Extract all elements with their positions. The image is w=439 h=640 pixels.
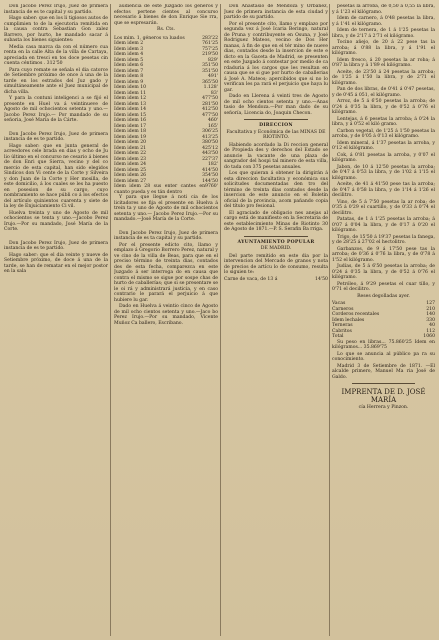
section-heading: DIRECCION [259,123,293,128]
column-rule [110,4,111,636]
list-item-value: 491' [207,74,218,79]
list-item-label: Idem idem 21 [114,145,147,151]
list-item-value: 112 [426,328,435,334]
list-item-value: 412'50 [202,107,218,112]
list-item-value: 40 [429,323,435,328]
list-item-value: 413'25 [202,134,218,140]
list-item-label: Idem idem 17 [114,123,147,129]
list-item-label: Idem idem 11 [114,90,147,96]
list-item-label: Idem idem 2 [114,41,144,46]
paragraph: Por el presente edicto cito, llamo y emplazo á Gregorio Borrero Perez, natural y ve cino de la villa de Beas, para que en el preciso término de treinta dias, contados des de esta fecha, comparezca en este Juzgado á ser interroga do en causa que contra el mismo se sigue por sospe chas de hurto de caballerías; que si se presentare se le oi rá y administrará justicia, y en caso contrario le parará el perjuicio á que hubiere lu gar. [114,242,218,303]
list-item-value: 425'12 [202,145,218,151]
list-item-value: 351'50 [202,68,218,74]
paragraph: Los que quieran á obtener la dirigirán á esta direccion facultativa y económica sus solicitudes documentadas den tro del término de treinta dias contados desde la insercion de este anuncio en el Boletín oficial de la provincia, acom pañando copia del título pro fesional. [224,171,328,209]
section-divider [244,236,308,237]
column-2 [114,4,218,636]
list-item-value: 9760' [205,184,218,189]
paragraph: Huelva treinta y uno de Agosto de mil ochocientos se tenta y uno.—Jacobo Perez Irujo.—Por su mandado, José María de la Corte. [4,210,108,232]
list-item-label: Idem idem 24 [114,162,147,167]
list-item-value: 144'50 [202,178,218,184]
paragraph: pesetas la arroba, de 0,50 á 0,55 la libra, y á 1'23 el kilógramo. [332,4,435,15]
paragraph: Arroz, de 5 á 6'50 pesetas la arroba; de 0'24 á 0'35 la libra, y de 0'52 á 0'76 el kilógramo. [332,99,435,115]
list-item-value: 1.128' [203,85,218,90]
list-item-value: 210 [426,306,435,312]
list-item-label: Idem idem 13 [114,101,147,107]
paragraph: Don Jacobo Perez Irujo, Juez de primera instancia de es ta capital y su partido. [114,230,218,241]
list-item-label: Idem idem 18 [114,129,147,134]
list-item [224,277,328,283]
list-item-label: Idem idem 16 [114,118,147,123]
list-item-value: 477'50 [202,96,218,101]
list-item-label: Idem idem 10 [114,85,147,90]
list-item-value: 354'50 [202,173,218,178]
list-item-value: 165' [207,123,218,129]
paragraph: Pan de dos libras, de 0'41 á 0'47 pesetas, y de 0'45 á 051, el kilógramo. [332,87,435,98]
list-item-label: Idem idem 4 [114,52,144,57]
paragraph: Aceite, de 23'50 á 24 pesetas la arroba; de 1'25 á 1'50 la libra, y de 2'71 el kilógramo. [332,69,435,86]
list-item-label: Total [332,334,344,339]
spacer [4,125,108,132]
list-item-label: Idem idem 27 [114,178,147,184]
paragraph: Para cuyo remate se señala el dia catorce de Setiembre próximo de once á una de la tarde en los estrados del Juz gado y simultáneamente ante el Juez municipal de dicha villa. [4,67,108,95]
list-item-label: Idem idem 6 [114,63,144,68]
paragraph: Jabon, de 10 á 12'50 pesetas la arroba; de 0'47 á 0'53 la libra, y de 1'02 á 1'15 el kilógramo. [332,164,435,181]
list-item-label: Idem idem 26 [114,173,147,178]
paragraph: Don Jacobo Perez Irujo, Juez de primera instancia de es te partido. [4,131,108,142]
list-item-value: 829' [207,57,218,63]
list-item-label: Idem idem 28 sus enter cantes en cuanto pueda y es tán dentro [114,184,206,195]
list-item-label: Idem idem 22 [114,151,147,156]
paragraph: Don Anastasio de Mendoza y Orbañez, Juez de primera instancia de esta ciudad y partido de su partido. [224,4,328,20]
spacer [114,224,218,231]
list-item-value: 140 [426,312,435,317]
list-item-label: Idem idem 5 [114,57,144,63]
section-divider [352,383,415,384]
list-item-value: 283'22 [202,35,218,41]
paragraph: Idem de carnero, á 0'48 pesetas la libra, y á 1'41 el kilógramo. [332,16,435,27]
paragraph: Dado en Llerena á veinti tres de Agosto de mil ocho cientos setenta y uno.—Anas tasio de Mendoza.—Por man dado de su señoría, Licencia do, Joaquin Checon. [224,94,328,116]
list-item [114,184,218,195]
list-item-label: Carneros [332,306,354,312]
list-item-label: Idem idem 20 [114,140,147,145]
list-item-value: 281'50 [202,101,218,107]
paragraph: Idem mineral, á 1'37 pesetas la arroba, y 0'12 el kilógramo. [332,140,435,151]
paragraph: Media casa marca da con el número cua renta en la calle Alta de la villa de Cartaya, apreciada en tresci en tos doce pesetas cin cuenta céntimos . 312'50 [4,44,108,66]
paragraph: Madrid 3 de Setiembre de 1871. —El alcalde primero, Manuel Ma ria José de Galdo. [332,363,435,380]
list-item-value: 182' [207,162,218,167]
paragraph: Lentejas, á 6 pesetas la arroba; á 0'24 la libra, y á 0'52 el kiló gramo. [332,116,435,127]
list-item-value: 14'50 [315,276,328,282]
list-item-label: Idem idem 23 [114,156,147,162]
list-item-label: Idem idem 12 [114,96,147,101]
paragraph: Su peso en libras... 75.860'25 Idem en kilógramos... 35.869'75 [332,339,435,350]
list-item-value: 227'37 [202,156,218,162]
paragraph: Lo que se anuncia al público pa ra su conocimiento. [332,351,435,362]
list-item-value: 351'50 [202,63,218,68]
list-item-label: Vacas [332,301,346,306]
paragraph: Y para la contuni inteligenci a se fijó el presente en Huel va á veintinueve de Agosto de mil ochocientos setenta y uno.—Jacobo Perez Irujo.— Por mandado de su señoria, José María de la Cárte. [4,96,108,123]
list-item-value: 380'50 [202,140,218,145]
paragraph: Hago saber: que en los li tigiosos autos de cumplimien to de la ejecutoria remitida en la causa contra Sebastian Gon zalez Barrero, por hurto, he mandado sacar á subasta los bienes siguientes: [4,16,108,43]
column-rule [220,4,221,636]
paragraph: Judías, de 5 á 6'50 pesetas la arroba; de 0'24 á 0'35 la libra, y de 0'52 á 0'76 el kilógramo. [332,264,435,280]
list-item-label: Terneras [332,323,353,328]
paragraph: El agraciado de obligacio nes anejas al cargo está de manifiesto en la Secretaria de este establecimiento Minas de Riotinto 30 de Agosto de 1871.—P. S. Serafin Ba rriga. [224,210,328,232]
spacer [4,234,108,241]
column-rule [329,4,330,636]
paragraph: Dado en Huelva á veintio cinco de Agosto de mil ocho cientos setenta y uno.—Jaco bo Perez Irujo.—Por su mandado, Vicente Muñoz Ca ballero, Escribano. [114,304,218,326]
section-subheading: DE MADRID. [260,246,292,251]
list-item-value: 1060 [423,334,435,339]
list-item-value: 330 [426,317,435,323]
list-item-value: 757'25 [202,46,218,52]
list-item-label: Corderos recentales [332,312,380,317]
list-item-label: Idem idem 9 [114,79,144,85]
list-item-value: 761'25 [202,41,218,46]
paragraph: Idem fresco, á 20 pesetas la ar roba; á 0'87 la libra y á 1'89 el kilógramo. [332,57,435,68]
list-item-value: 365'50 [202,79,218,85]
paragraph: Don Jacobo Perez Irujo, Juez de primera instancia de es te capital y su partido. [4,4,108,15]
paragraph: Trigo, de 15'50 á 19'37 pesetas la fanega, y de 28'25 á 27'02 el hectolitro. [332,234,435,245]
list-item-label: Los mim. 1, géneros va luados [114,35,185,41]
paragraph: Por el presente cito, llamo y emplazo por segunda vez á José Icaria Beringo, natural de Pruna y contribuyente en Osuna, y José Rodriguez Mateos, vecino de Dos Her manas, á fin de que en el tér mino de nueve dias, contados desde la insercion de este e dicto en la Gaceta de Madrid, se presenten en este Juzgado á contestar por medio de ca rdaduria á los cargos que les resultan en causa que se si gue por hurto de caballerias á José A. Mateos; apercibidos que si no lo verifican les pa rará el perjuicio que haya lu gar. [224,21,328,93]
paragraph: Petróleo, á 9'29 pesetas el cuar tillo, y 0'71 el decilitro. [332,281,435,292]
paragraph: Patatas, de 1 á 1'25 pesetas la arroba; á 0'07 á 0'04 la libra, y de 0'17 á 0'20 el kilógramo. [332,217,435,233]
section-subheading: Reses degolladas ayer. [357,293,410,299]
paragraph: Aceite, de 41 á 41'50 pese tas la arroba; de 0'47 á 0'58 la libra, y de 1'14 á 1'26 el decilitro. [332,182,435,198]
list-item-label: Idem idem 7 [114,68,144,74]
paragraph: Cok, á 0'81 pesetas la arroba, y 0'07 el kilógramo. [332,152,435,163]
list-item-value: 414'50 [202,167,218,173]
paragraph: Idem de ternera, de 1 á 1'25 pesetas la libra, y de 2'17 á 2'71 el kilógramo. [332,28,435,39]
list-item-label: Idem idem 25 [114,167,147,173]
list-item-label: Cabritos [332,328,352,334]
paragraph: Tocino añejo, de 20 á 22 pese tas la arroba; á 0'88 la libra, y á 1'91 el kilógramo. [332,40,435,56]
list-item-label: Idem idem 3 [114,46,144,52]
column-3 [224,4,328,636]
caption-line: Rs. Cts. [157,27,175,32]
caption-line: cía Herrera y Pinzon. [358,405,409,410]
list-item-value: 219'50 [202,52,218,57]
list-item-value: 83' [210,90,218,96]
list-item-label: Idem idem 8 [114,74,144,79]
imprint-heading: IMPRENTA DE D. JOSÉ MARÍA [341,388,426,404]
section-divider [244,119,308,120]
list-item-label: Idem idem 19 [114,134,147,140]
list-item-label: Idem lechales [332,317,365,323]
list-item-label: Idem idem 14 [114,107,147,112]
paragraph: Habiendo acordado la Di reccion general de Propieda des y derechos del Estado se anuncie la vacante de una plaza de sangrador del hospi tal minero de esta villa, do tada con 375 pesetas anuales. [224,142,328,170]
paragraph: Vino, de 5 á 7'50 pesetas la ar roba; de 0'35 á 0'29 el cuartillo, y de 0'33 á 0'74 el decilitro. [332,199,435,216]
column-4 [332,4,435,636]
list-item-value: 460' [207,118,218,123]
column-1 [4,4,108,636]
paragraph: Hago saber: que en junta general de acreedores cele brada en dias y ocho de Ju lio último en el concurso ne cesario á bienes de don Enri que Sierra, vecino y del co mercio de esta capital, han sido elegidos Sindicos don Vi cente de la Corte y Silveira y don Juan de la Corte y Her mosilla, de este domicilio, á los cuales se les ha puesto en posesion de su cargo, cuyo nombramiento se hace públi co á los efectos del artículo quinientos cuarenta y siete de la ley de Enjuiciamiento Ci vil. [4,143,108,209]
paragraph: Garbanzos, de 9 á 17'50 pese tas la arroba; de 0'36 á 0'76 la libra, y de 0'78 á 1'52 el kilógramo. [332,246,435,263]
list-item-label: Carne de vaca, de 13 á [224,276,278,282]
paragraph: Carbon vegetal, de 1'25 á 1'50 pesetas la arroba, y de 0'05 á 0'13 el kilógramo. [332,128,435,139]
list-item-value: 443'50 [202,151,218,156]
paragraph: audiencia de este Juzgado los géneros y efectos pertene cientes al concurso necesario á bienes de don Enrique Sie rra, que se espresarán. [114,4,218,26]
list-item-value: 477'50 [202,112,218,118]
paragraph: Hago saber: que el dia veinte y nueve de Setiembre próximo, de doce á una de la tarde, se han de rematar en el mejor postor en la sala [4,252,108,274]
section-heading: AYUNTAMIENTO POPULAR [237,239,315,245]
paragraph: Y para que llegue á noti cia de los licitadores se fija el presente en Huelva á trein ta y uno de Agosto de mil ochocientos setenta y uno.— Jacobo Perez Irujo.—Por su mandado.—José María de la Corte. [114,195,218,222]
list-item-value: 306'25 [202,129,218,134]
paragraph: Del parte remitido en este dia por la intervencion del Mercado de granos y nota de precios de artícu lo de consumo, resulta lo siguien te: [224,253,328,275]
list-item-label: Idem idem 15 [114,112,147,118]
list-item-value: 127 [426,301,435,306]
section-subheading: Facultativa y Económica de las MINAS DE RIOTINTO. [226,129,326,140]
paragraph: Don Jacobo Perez Irujo, Juez de primera instancia de es te partido. [4,240,108,251]
